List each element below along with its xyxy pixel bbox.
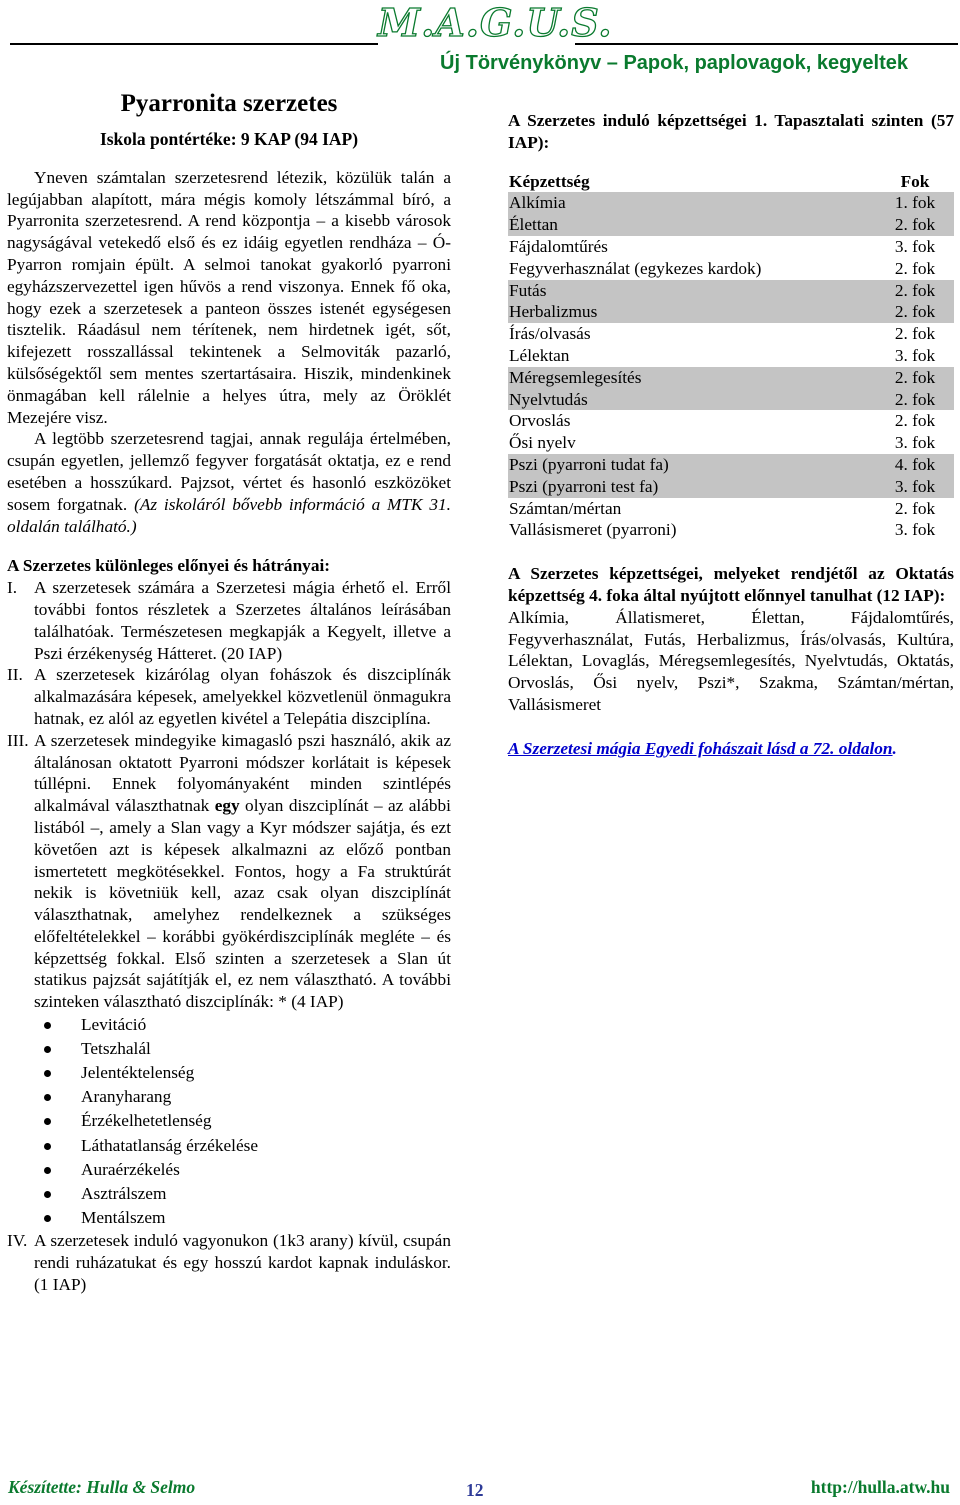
item-text-part: A szerzetesek mindegyike kimagasló pszi használó, akik az általánosan oktatott Pyarroni módszer korlátait is képesek túllépni. Ennek folyományaként minden szintlépés alkalmával választhatnak — [34, 730, 451, 816]
item-text-part: olyan diszciplínát – az alábbi listából –, amely a Slan vagy a Kyr módszer sajátja, és ezt követően azt is képesek alkalmazni az előző pontban ismertetett megkötésekkel. Fontos, hogy a Fa struktúrát nekik is követniük kell, azaz csak olyan diszciplínát választhatnak, amelyhez rendelkeznek a szükséges előfeltételekkel – korábbi gyökérdiszciplínák megléte – és képzettség fokkal. Első szinten a szerzetesek a Slan út statikus pajzsát sajátítják el, ez nem választható. A további szinteken választható diszciplínák: * (4 IAP) — [34, 796, 451, 1012]
skill-column-header: Képzettség — [509, 171, 590, 191]
link-text[interactable]: A Szerzetesi mágia Egyedi fohászait lásd a 72. oldalon — [508, 738, 893, 758]
header-subtitle: Új Törvénykönyv – Papok, paplovagok, kegyeltek — [440, 52, 908, 74]
skill-level: 2. fok — [875, 214, 954, 236]
table-row — [508, 345, 954, 367]
table-row — [508, 498, 954, 520]
list-item: Aranyharang — [34, 1085, 451, 1109]
item-text — [34, 730, 451, 1013]
table-row — [508, 258, 954, 280]
skill-level: 4. fok — [875, 454, 954, 476]
item-number: II. — [7, 665, 23, 685]
skill-name: Herbalizmus — [508, 301, 875, 323]
table-row — [508, 410, 954, 432]
skill-level: 2. fok — [875, 301, 954, 323]
page-title: Pyarronita szerzetes — [120, 90, 338, 117]
skill-name: Méregsemlegesítés — [508, 367, 875, 389]
left-column — [7, 89, 451, 1295]
advantage-item — [7, 730, 451, 1013]
item-number: I. — [7, 578, 18, 598]
skill-level: 3. fok — [894, 236, 936, 256]
advantages-heading: A Szerzetes különleges előnyei és hátrányai: — [7, 556, 331, 576]
item-number: IV. — [7, 1230, 28, 1250]
skill-level: 3. fok — [894, 345, 936, 365]
advantage-item — [7, 1230, 451, 1295]
table-row — [508, 519, 954, 541]
weapon-text: A legtöbb szerzetesrend tagjai, annak regulája értelmében, csupán egyetlen, jellemző fegyver forgatását oktatja, ez e rend esetében a hosszúkard. Pajzsot, vértet és hasonló eszközöket sosem forgatnak. — [7, 429, 451, 514]
prayers-link[interactable] — [508, 738, 954, 760]
skill-level: 2. fok — [875, 367, 954, 389]
skill-name: Ősi nyelv — [509, 433, 576, 453]
magus-logo: M.A.G.U.S. — [378, 0, 613, 45]
list-item: Levitáció — [34, 1013, 451, 1037]
footer-url[interactable]: http://hulla.atw.hu — [810, 1477, 950, 1497]
table-row — [508, 432, 954, 454]
link-period: . — [892, 738, 897, 758]
skill-name: Vallásismeret (pyarroni) — [509, 520, 677, 540]
discipline-list — [7, 1013, 451, 1230]
table-row — [508, 192, 954, 214]
skill-name: Nyelvtudás — [508, 389, 875, 411]
table-row — [508, 476, 954, 498]
table-row — [508, 454, 954, 476]
item-number: III. — [7, 730, 29, 750]
table-row — [508, 236, 954, 258]
header-rule-left — [10, 43, 378, 45]
skill-name: Futás — [508, 280, 875, 302]
skill-name: Számtan/mértan — [509, 498, 622, 518]
list-item: Jelentéktelenség — [34, 1061, 451, 1085]
skill-level: 1. fok — [875, 192, 954, 214]
right-column — [508, 110, 954, 760]
skill-level: 2. fok — [875, 389, 954, 411]
skill-level: 3. fok — [875, 476, 954, 498]
level-column-header: Fok — [900, 171, 930, 191]
skill-level: 3. fok — [894, 520, 936, 540]
skill-name: Alkímia — [508, 192, 875, 214]
advantage-item — [7, 664, 451, 729]
header-rule-right — [575, 43, 958, 45]
item-text-bold: egy — [214, 796, 240, 816]
skill-level: 2. fok — [894, 498, 936, 518]
table-row — [508, 323, 954, 345]
skill-level: 2. fok — [894, 411, 936, 431]
starting-skills-intro: A Szerzetes induló képzettségei 1. Tapasztalati szinten (57 IAP): — [508, 111, 954, 152]
list-item: Érzékelhetetlenség — [34, 1109, 451, 1133]
list-item: Auraérzékelés — [34, 1158, 451, 1182]
item-text: A szerzetesek induló vagyonukon (1k3 arany) kívül, csupán rendi ruházatukat és egy hosszú kardot kapnak induláskor. (1 IAP) — [34, 1230, 451, 1294]
table-row — [508, 214, 954, 236]
table-header-row — [508, 171, 954, 193]
skill-level: 2. fok — [894, 258, 936, 278]
footer — [0, 1477, 960, 1501]
skill-name: Élettan — [508, 214, 875, 236]
skill-name: Írás/olvasás — [509, 324, 591, 344]
item-text: A szerzetesek számára a Szerzetesi mágia érhető el. Erről további fontos részletek a Szerzetes általános leírásában találhatóak. Természetesen megkapják a Kegyelt, illetve a Pszi érzékenység Hátteret. (20 IAP) — [34, 578, 451, 663]
table-row — [508, 389, 954, 411]
school-value: Iskola pontértéke: 9 KAP (94 IAP) — [99, 129, 359, 149]
skills-table — [508, 171, 954, 542]
skill-level: 2. fok — [875, 280, 954, 302]
list-item: Tetszhalál — [34, 1037, 451, 1061]
intro-paragraph: Yneven számtalan szerzetesrend létezik, közülük talán a legújabban alapított, mára mégis komoly létszámmal bíró, a Pyarronita szerzetesrend. A rend központja – a kisebb városok nagyságával vetekedő első és ez idáig egyetlen rendháza – Ó-Pyarron romjain épült. A selmoi tanokat gyakorló pyarroni egyházszervezettel igen hűvös a rend viszonya. Ennek fő oka, hogy ezek a szerzetesek a panteon összes istenét egységesen tisztelik. Ráadásul nem térítenek, nem hirdetnek igét, sőt, kifejezett rosszallással tekintenek a Selmoviták pazarló, külsőségektől sem mentes szertartásaira. Hiszik, mindenkinek önmagában kell rálelnie a helyes útra, mely az Öröklét Mezejére visz. — [7, 167, 451, 427]
reference-note: (Az iskoláról bővebb információ a MTK 31. oldalán található.) — [7, 494, 451, 536]
skill-level: 2. fok — [894, 324, 936, 344]
learnable-heading: A Szerzetes képzettségei, melyeket rendjétől az Oktatás képzettség 4. foka által nyújtott előnnyel tanulhat (12 IAP): — [508, 564, 954, 605]
skill-name: Pszi (pyarroni test fa) — [508, 476, 875, 498]
skill-name: Fegyverhasználat (egykezes kardok) — [509, 258, 762, 278]
footer-credits: Készítette: Hulla & Selmo — [8, 1477, 196, 1497]
skill-name: Pszi (pyarroni tudat fa) — [508, 454, 875, 476]
list-item: Asztrálszem — [34, 1182, 451, 1206]
list-item: Mentálszem — [34, 1206, 451, 1230]
weapon-paragraph — [7, 428, 451, 537]
skill-name: Orvoslás — [509, 411, 571, 431]
page-number: 12 — [466, 1480, 484, 1500]
advantage-item — [7, 577, 451, 664]
skill-name: Fájdalomtűrés — [509, 236, 608, 256]
table-row — [508, 280, 954, 302]
table-row — [508, 367, 954, 389]
learnable-list: Alkímia, Állatismeret, Élettan, Fájdalomtűrés, Fegyverhasználat, Futás, Herbalizmus, Írás/olvasás, Kultúra, Lélektan, Lovaglás, Méregsemlegesítés, Nyelvtudás, Oktatás, Orvoslás, Ősi nyelv, Pszi*, Szakma, Számtan/mértan, Vallásismeret — [508, 607, 954, 714]
list-item: Láthatatlanság érzékelése — [34, 1134, 451, 1158]
skill-level: 3. fok — [894, 433, 936, 453]
item-text: A szerzetesek kizárólag olyan fohászok és diszciplínák alkalmazására képesek, amelyekkel közvetlenül önmagukra hatnak, ez alól az egyetlen kivétel a Telepátia diszciplína. — [34, 665, 451, 728]
table-row — [508, 301, 954, 323]
skill-name: Lélektan — [509, 345, 570, 365]
